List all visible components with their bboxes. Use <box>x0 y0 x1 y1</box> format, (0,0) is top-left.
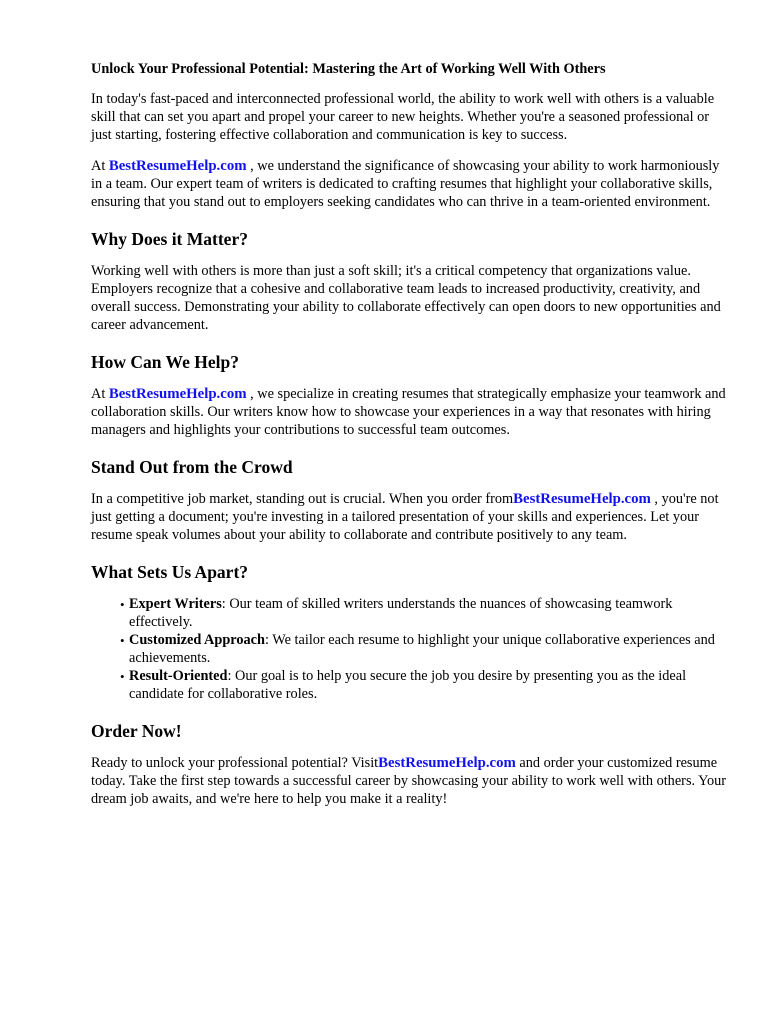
why-paragraph: Working well with others is more than just a soft skill; it's a critical competency that organizations value. Employers recognize that a cohesive and collaborative team leads to increased productivity, creativity, and overall success. Demonstrating your ability to collaborate effectively can open doors to new opportunities and career advancement. <box>91 263 721 333</box>
feature-text: : Our goal is to help you secure the job you desire by presenting you as the ideal candidate for collaborative roles. <box>129 668 687 702</box>
list-item <box>120 631 730 667</box>
list-item <box>120 595 730 631</box>
bestresumehelp-link[interactable]: BestResumeHelp.com <box>513 491 651 507</box>
paragraph-text: In a competitive job market, standing out is crucial. When you order from <box>91 491 514 507</box>
paragraph-text: At <box>91 386 109 402</box>
bullet-icon: • <box>120 633 125 648</box>
standout-paragraph <box>91 490 731 544</box>
bestresumehelp-link[interactable]: BestResumeHelp.com <box>108 386 247 402</box>
feature-term: Result-Oriented <box>129 668 228 684</box>
why-heading: Why Does it Matter? <box>91 229 248 249</box>
bullet-icon: • <box>120 597 125 612</box>
paragraph-text: , we specialize in creating resumes that strategically emphasize your teamwork and collaboration skills. Our writers know how to showcase your experiences in a way that resonates with hiring managers and highlights your contributions to successful team outcomes. <box>91 386 726 438</box>
document-page <box>91 60 731 821</box>
order-paragraph <box>91 754 731 808</box>
standout-heading: Stand Out from the Crowd <box>91 457 293 477</box>
paragraph-text: Ready to unlock your professional potential? Visit <box>91 755 379 771</box>
feature-text: : We tailor each resume to highlight your unique collaborative experiences and achievements. <box>129 632 715 666</box>
intro-paragraph: In today's fast-paced and interconnected professional world, the ability to work well with others is a valuable skill that can set you apart and propel your career to new heights. Whether you're a seasoned professional or just starting, fostering effective collaboration and communication is key to success. <box>91 91 715 143</box>
order-heading: Order Now! <box>91 721 182 741</box>
apart-heading: What Sets Us Apart? <box>91 562 249 582</box>
bestresumehelp-link[interactable]: BestResumeHelp.com <box>108 158 247 174</box>
feature-text: : Our team of skilled writers understands the nuances of showcasing teamwork effectively. <box>129 596 673 630</box>
company-paragraph <box>91 157 731 211</box>
features-list <box>91 595 730 703</box>
help-paragraph <box>91 385 731 439</box>
paragraph-text: and order your customized resume today. Take the first step towards a successful career by showcasing your ability to work well with others. Your dream job awaits, and we're here to help you make it a reality! <box>91 755 727 807</box>
paragraph-text: , you're not just getting a document; you're investing in a tailored presentation of your skills and experiences. Let your resume speak volumes about your ability to collaborate and contribute positively to any team. <box>91 491 719 543</box>
list-item <box>120 667 730 703</box>
feature-term: Customized Approach <box>129 632 265 648</box>
paragraph-text: , we understand the significance of showcasing your ability to work harmoniously in a team. Our expert team of writers is dedicated to crafting resumes that highlight your collaborative skills, ensuring that you stand out to employers seeking candidates who can thrive in a team-oriented environment. <box>91 158 720 210</box>
document-title: Unlock Your Professional Potential: Mastering the Art of Working Well With Others <box>91 61 606 77</box>
feature-term: Expert Writers <box>129 596 222 612</box>
bestresumehelp-link[interactable]: BestResumeHelp.com <box>378 755 516 771</box>
paragraph-text: At <box>91 158 109 174</box>
bullet-icon: • <box>120 669 125 684</box>
help-heading: How Can We Help? <box>91 352 239 372</box>
